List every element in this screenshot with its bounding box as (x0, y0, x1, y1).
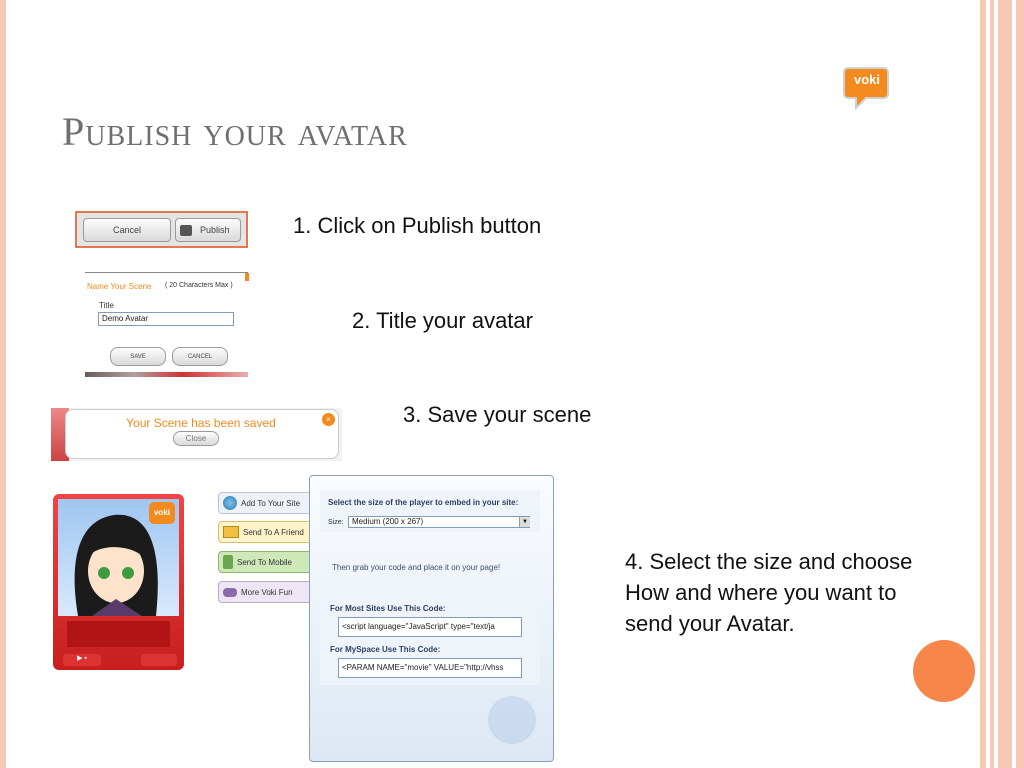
cancel-button[interactable]: Cancel (83, 218, 171, 242)
volume-icon[interactable] (141, 654, 177, 666)
myspace-code-heading: For MySpace Use This Code: (330, 645, 441, 654)
size-select[interactable] (348, 516, 530, 528)
envelope-icon (223, 526, 239, 538)
border-stripe (1016, 0, 1024, 768)
close-icon[interactable]: × (322, 413, 335, 426)
close-button[interactable]: Close (173, 431, 219, 446)
player-text-area (67, 621, 170, 647)
border-stripe (980, 0, 986, 768)
gamepad-icon (223, 588, 237, 597)
voki-logo-text: voki (853, 72, 880, 87)
publish-button[interactable] (175, 218, 241, 242)
border-stripe (998, 0, 1012, 768)
size-label: Size: (328, 519, 344, 526)
saved-message: Your Scene has been saved (126, 416, 276, 430)
sites-code-field[interactable]: <script language="JavaScript" type="text/ja (338, 617, 522, 637)
voki-logo (842, 62, 890, 110)
add-to-site-button[interactable] (218, 492, 314, 514)
border-stripe (990, 0, 994, 768)
name-scene-heading: Name Your Scene (87, 282, 152, 291)
scene-saved-screenshot (51, 408, 342, 461)
step-3-text: 3. Save your scene (403, 402, 592, 427)
sites-code-heading: For Most Sites Use This Code: (330, 604, 446, 613)
size-heading: Select the size of the player to embed in your site: (328, 498, 519, 507)
step-1-text: 1. Click on Publish button (293, 213, 542, 238)
step-4-line: 4. Select the size and choose (625, 549, 913, 574)
step-4-text (625, 546, 912, 639)
more-voki-fun-button[interactable] (218, 581, 314, 603)
step-4-line: send your Avatar. (625, 611, 795, 636)
player-voki-logo: voki (149, 502, 175, 524)
title-label: Title (99, 301, 114, 310)
menu-item-label: More Voki Fun (241, 587, 293, 597)
monitor-icon (180, 225, 192, 236)
publish-button-label: Publish (200, 225, 230, 235)
page-title: Publish your avatar (62, 109, 408, 154)
grab-code-text: Then grab your code and place it on your page! (332, 563, 501, 572)
menu-item-label: Send To Mobile (237, 557, 292, 567)
myspace-code-field[interactable]: <PARAM NAME="movie" VALUE="http://vhss (338, 658, 522, 678)
publish-bar-screenshot (75, 211, 248, 248)
menu-item-label: Send To A Friend (243, 527, 304, 537)
size-select-value: Medium (200 x 267) (352, 517, 424, 526)
send-to-mobile-button[interactable] (218, 551, 314, 573)
menu-item-label: Add To Your Site (241, 498, 301, 508)
play-icon[interactable]: ▶ ▪ (63, 654, 101, 666)
title-input[interactable]: Demo Avatar (98, 312, 234, 326)
save-button[interactable]: SAVE (110, 347, 166, 366)
name-scene-screenshot (85, 272, 248, 377)
voki-player (53, 494, 184, 670)
decorative-circle (913, 640, 975, 702)
dialog-bottom-strip (85, 372, 248, 377)
watermark-icon (488, 696, 536, 744)
step-4-line: How and where you want to (625, 580, 897, 605)
size-section (320, 490, 540, 532)
cancel-button[interactable]: CANCEL (172, 347, 228, 366)
globe-icon (223, 496, 237, 510)
name-scene-limit: ( 20 Characters Max ) (165, 282, 233, 289)
share-menu (218, 492, 314, 608)
dialog-edge (245, 273, 249, 281)
embed-panel (309, 475, 554, 762)
chevron-down-icon[interactable]: ▼ (519, 517, 530, 527)
send-to-friend-button[interactable] (218, 521, 314, 543)
saved-dialog (65, 409, 339, 459)
step-2-text: 2. Title your avatar (352, 308, 533, 333)
code-section (320, 597, 540, 685)
mobile-icon (223, 555, 233, 569)
